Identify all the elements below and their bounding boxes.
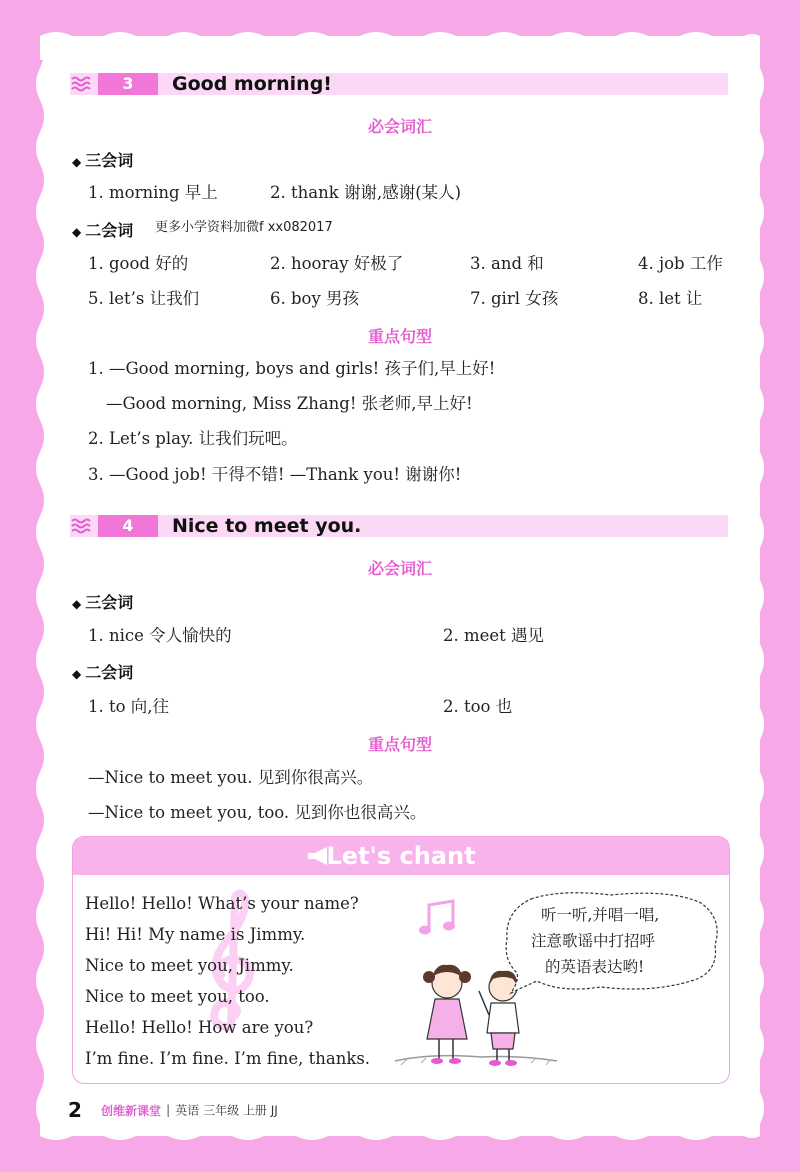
sentence: 2. Let’s play. 让我们玩吧。 — [88, 429, 298, 448]
vocab-item: 8. let 让 — [638, 289, 703, 308]
page-number: 2 — [68, 1098, 82, 1122]
lesson-title: Nice to meet you. — [172, 515, 362, 537]
vocab-item: 2. hooray 好极了 — [270, 254, 404, 273]
vocab-item: 2. thank 谢谢,感谢(某人) — [270, 183, 462, 202]
vocab-item: 1. nice 令人愉快的 — [88, 626, 232, 645]
vocab-heading: 必会词汇 — [367, 559, 432, 578]
sentence: 3. —Good job! 干得不错! —Thank you! 谢谢你! — [88, 465, 462, 484]
level2-label: ◆ 二会词 — [72, 221, 134, 240]
sentence: —Nice to meet you. 见到你很高兴。 — [88, 768, 374, 787]
lesson-number: 4 — [98, 515, 158, 537]
footer — [68, 1098, 278, 1122]
diamond-icon: ◆ — [72, 155, 82, 169]
vocab-item: 3. and 和 — [470, 254, 544, 273]
brand: 创维新课堂 — [101, 1103, 162, 1118]
chant-line: Hello! Hello! What’s your name? — [85, 894, 359, 913]
chant-header — [73, 837, 729, 875]
vocab-item: 4. job 工作 — [638, 254, 723, 273]
chant-box — [72, 836, 730, 1084]
vocab-item: 1. to 向,往 — [88, 697, 170, 716]
level2-label: ◆ 二会词 — [72, 663, 134, 682]
vocab-item: 1. good 好的 — [88, 254, 189, 273]
footer-separator: | — [166, 1103, 171, 1117]
sentence: 1. —Good morning, boys and girls! 孩子们,早上好! — [88, 359, 496, 378]
level3-label: ◆ 三会词 — [72, 151, 134, 170]
chant-line: Nice to meet you, Jimmy. — [85, 956, 294, 975]
vocab-item: 2. meet 遇见 — [443, 626, 545, 645]
bubble-line: 注意歌谣中打招呼 — [531, 932, 656, 950]
sentence-heading: 重点句型 — [367, 735, 432, 754]
music-note-icon — [417, 897, 459, 939]
chant-line: I’m fine. I’m fine. I’m fine, thanks. — [85, 1049, 371, 1068]
lesson-title: Good morning! — [172, 73, 332, 95]
vocab-item: 6. boy 男孩 — [270, 289, 360, 308]
chant-line: Hi! Hi! My name is Jimmy. — [85, 925, 306, 944]
lesson-number: 3 — [98, 73, 158, 95]
lesson-4-header — [70, 515, 728, 537]
vocab-item: 1. morning 早上 — [88, 183, 218, 202]
watermark-note: 更多小学资料加微f xx082017 — [155, 220, 333, 235]
wave-icon — [70, 73, 96, 95]
chant-title: Let's chant — [326, 842, 476, 870]
diamond-icon: ◆ — [72, 667, 82, 681]
diamond-icon: ◆ — [72, 597, 82, 611]
chant-line: Nice to meet you, too. — [85, 987, 270, 1006]
level3-label: ◆ 三会词 — [72, 593, 134, 612]
sentence: —Nice to meet you, too. 见到你也很高兴。 — [88, 803, 427, 822]
wave-icon — [70, 515, 96, 537]
diamond-icon: ◆ — [72, 225, 82, 239]
vocab-heading: 必会词汇 — [367, 117, 432, 136]
sentence-heading: 重点句型 — [367, 327, 432, 346]
bubble-line: 听一听,并唱一唱, — [541, 906, 660, 924]
vocab-item: 5. let’s 让我们 — [88, 289, 200, 308]
vocab-item: 2. too 也 — [443, 697, 513, 716]
chant-line: Hello! Hello! How are you? — [85, 1018, 314, 1037]
vocab-item: 7. girl 女孩 — [470, 289, 559, 308]
footer-info: 英语 三年级 上册 JJ — [175, 1103, 278, 1118]
sentence: —Good morning, Miss Zhang! 张老师,早上好! — [106, 394, 473, 413]
lesson-3-header — [70, 73, 728, 95]
bubble-line: 的英语表达哟! — [545, 958, 645, 976]
